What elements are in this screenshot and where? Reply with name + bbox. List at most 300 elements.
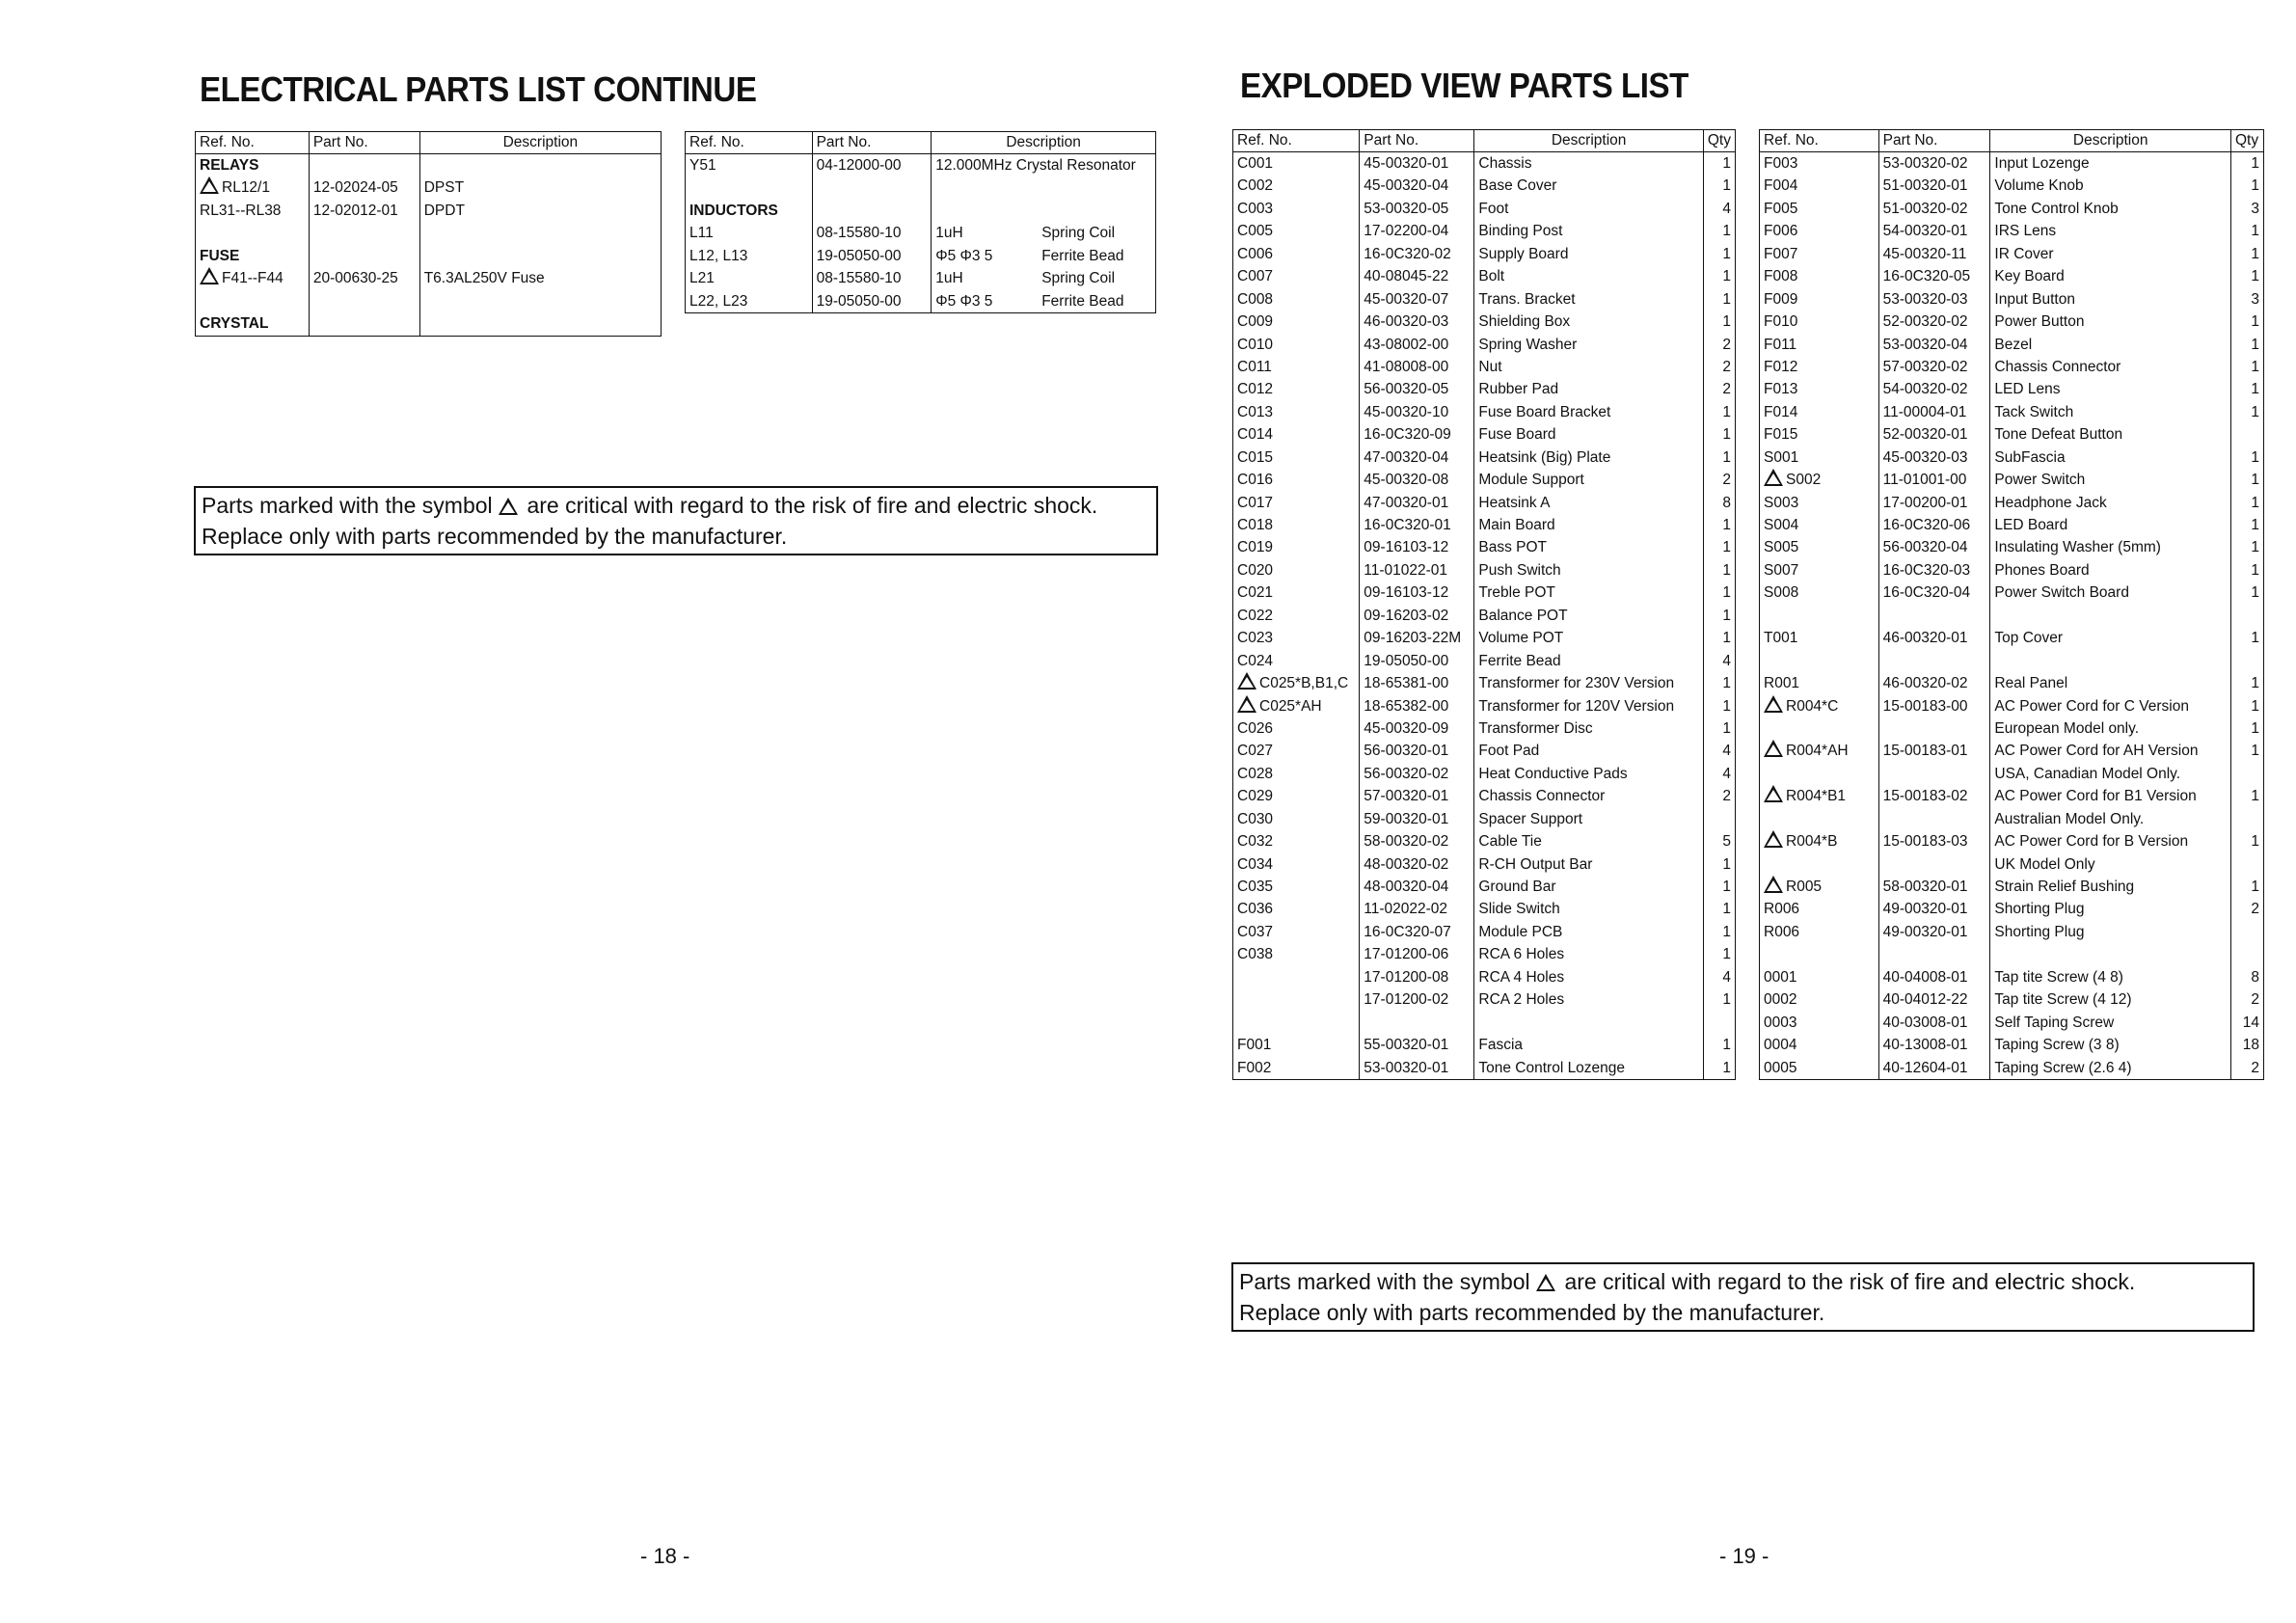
col-desc: Description: [1474, 130, 1703, 152]
ref-cell: [1760, 423, 1879, 446]
empty-cell: [419, 312, 661, 336]
table-row: [1233, 401, 1736, 423]
table-row: [1760, 763, 2264, 785]
description: Foot: [1474, 198, 1703, 220]
ref-cell: [1760, 853, 1879, 876]
part-no: 17-01200-08: [1360, 966, 1474, 988]
ref-no: 0002: [1764, 991, 1797, 1009]
quantity: 1: [2230, 446, 2263, 469]
table-row: [1760, 1057, 2264, 1080]
description: European Model only.: [1990, 717, 2231, 740]
description: AC Power Cord for B1 Version: [1990, 785, 2231, 807]
table-row: [1760, 175, 2264, 197]
table-row: [1233, 265, 1736, 287]
part-no: 52-00320-01: [1878, 423, 1990, 446]
description: Real Panel: [1990, 672, 2231, 694]
notice-text-pre: Parts marked with the symbol: [202, 493, 493, 518]
part-no: 08-15580-10: [812, 267, 932, 289]
empty-cell: [932, 176, 1156, 199]
ref-cell: [1233, 672, 1360, 694]
table-row: [1760, 514, 2264, 536]
ref-no: F015: [1764, 426, 1798, 444]
part-no: 12-02024-05: [309, 176, 419, 199]
ref-no: C023: [1237, 630, 1274, 647]
col-desc: Description: [932, 132, 1156, 154]
empty-cell: [686, 176, 813, 199]
ref-cell: [1233, 1057, 1360, 1080]
quantity: 1: [2230, 559, 2263, 582]
ref-cell: [196, 176, 310, 199]
ref-cell: [1760, 605, 1879, 627]
ref-no: Y51: [689, 157, 716, 174]
part-no: 08-15580-10: [812, 222, 932, 244]
table-row: [1760, 785, 2264, 807]
table-row: [686, 154, 1156, 177]
quantity: 2: [2230, 1057, 2263, 1080]
ref-cell: [1760, 830, 1879, 852]
ref-cell: [1760, 898, 1879, 920]
table-row: [1233, 559, 1736, 582]
ref-cell: [1233, 921, 1360, 943]
part-no: 53-00320-05: [1360, 198, 1474, 220]
ref-cell: [1233, 717, 1360, 740]
part-no: 40-13008-01: [1878, 1034, 1990, 1056]
part-no: 46-00320-03: [1360, 311, 1474, 333]
quantity: 1: [1703, 582, 1735, 604]
part-no: 46-00320-01: [1878, 627, 1990, 649]
part-no: 43-08002-00: [1360, 334, 1474, 356]
table-row: [1233, 1012, 1736, 1034]
electrical-parts-table-2: [685, 131, 1156, 313]
quantity: 1: [2230, 378, 2263, 400]
description: Transformer for 230V Version: [1474, 672, 1703, 694]
ref-cell: [1233, 582, 1360, 604]
table-row: [1233, 175, 1736, 197]
ref-cell: [1233, 198, 1360, 220]
part-no: 56-00320-05: [1360, 378, 1474, 400]
quantity: 1: [2230, 830, 2263, 852]
part-no: 45-00320-03: [1878, 446, 1990, 469]
quantity: 1: [1703, 423, 1735, 446]
warning-triangle-icon: [1764, 785, 1783, 802]
quantity: 14: [2230, 1012, 2263, 1034]
ref-cell: [1233, 830, 1360, 852]
table-row: [1760, 921, 2264, 943]
ref-no: C008: [1237, 290, 1274, 308]
ref-no: C005: [1237, 223, 1274, 240]
table-row: [196, 267, 662, 289]
ref-cell: [1233, 152, 1360, 176]
quantity: 18: [2230, 1034, 2263, 1056]
table-row: [196, 176, 662, 199]
table-row: [1760, 401, 2264, 423]
left-page-title: ELECTRICAL PARTS LIST CONTINUE: [200, 69, 757, 109]
notice-text-line2: Replace only with parts recommended by the manufacturer.: [1239, 1300, 1825, 1325]
quantity: 2: [1703, 334, 1735, 356]
description: Trans. Bracket: [1474, 288, 1703, 311]
quantity: 1: [1703, 514, 1735, 536]
table-row: [1233, 423, 1736, 446]
quantity: 1: [2230, 717, 2263, 740]
ref-cell: [1233, 559, 1360, 582]
description: [1990, 650, 2231, 672]
ref-cell: [686, 222, 813, 244]
quantity: 3: [2230, 198, 2263, 220]
ref-no: C017: [1237, 494, 1274, 511]
warning-triangle-icon: [1237, 672, 1256, 690]
part-no: 55-00320-01: [1360, 1034, 1474, 1056]
ref-cell: [1760, 175, 1879, 197]
table-row: [1760, 627, 2264, 649]
table-row: [1760, 152, 2264, 176]
part-no: 45-00320-11: [1878, 243, 1990, 265]
description: Self Taping Screw: [1990, 1012, 2231, 1034]
description-type: Spring Coil: [1041, 270, 1116, 287]
ref-no: L22, L23: [689, 292, 748, 310]
part-no: [1878, 943, 1990, 965]
description: SubFascia: [1990, 446, 2231, 469]
table-row: [686, 267, 1156, 289]
ref-no: C038: [1237, 946, 1274, 963]
part-no: 54-00320-02: [1878, 378, 1990, 400]
table-row: [1760, 943, 2264, 965]
table-row: [1760, 311, 2264, 333]
ref-cell: [686, 267, 813, 289]
quantity: 1: [2230, 740, 2263, 762]
part-no: 45-00320-07: [1360, 288, 1474, 311]
ref-no: C022: [1237, 607, 1274, 624]
part-no: 40-12604-01: [1878, 1057, 1990, 1080]
quantity: [2230, 605, 2263, 627]
part-no: 40-03008-01: [1878, 1012, 1990, 1034]
table-row: [686, 245, 1156, 267]
empty-cell: [309, 290, 419, 312]
quantity: 2: [2230, 898, 2263, 920]
description: Chassis Connector: [1474, 785, 1703, 807]
col-ref: Ref. No.: [1760, 130, 1879, 152]
exploded-parts-table-2: [1759, 129, 2264, 1080]
ref-no: R006: [1764, 923, 1800, 940]
table-row: [1233, 830, 1736, 852]
table-row: [1760, 830, 2264, 852]
ref-cell: [1760, 514, 1879, 536]
part-no: 19-05050-00: [812, 245, 932, 267]
ref-no: F41--F44: [222, 270, 284, 287]
table-row: [1760, 695, 2264, 717]
ref-cell: [1233, 536, 1360, 558]
description: Key Board: [1990, 265, 2231, 287]
table-row: [1233, 853, 1736, 876]
warning-triangle-icon: [1764, 740, 1783, 757]
ref-cell: [1233, 763, 1360, 785]
part-no: 45-00320-01: [1360, 152, 1474, 176]
table-row: [1760, 446, 2264, 469]
quantity: 1: [1703, 536, 1735, 558]
quantity: 1: [1703, 401, 1735, 423]
description: Transformer for 120V Version: [1474, 695, 1703, 717]
empty-cell: [309, 154, 419, 177]
ref-no: S003: [1764, 494, 1799, 511]
table-row: [1233, 943, 1736, 965]
description: Treble POT: [1474, 582, 1703, 604]
ref-cell: [1760, 536, 1879, 558]
empty-cell: [419, 222, 661, 244]
part-no: 17-02200-04: [1360, 220, 1474, 242]
part-no: 40-04012-22: [1878, 988, 1990, 1011]
description: Transformer Disc: [1474, 717, 1703, 740]
description: [1990, 605, 2231, 627]
ref-cell: [1233, 943, 1360, 965]
description: USA, Canadian Model Only.: [1990, 763, 2231, 785]
table-row: [1760, 1012, 2264, 1034]
ref-no: R004*AH: [1786, 743, 1849, 760]
part-no: [1878, 763, 1990, 785]
ref-no: RL31--RL38: [200, 202, 282, 219]
ref-cell: [1760, 288, 1879, 311]
ref-cell: [1233, 740, 1360, 762]
ref-cell: [1760, 717, 1879, 740]
part-no: 16-0C320-04: [1878, 582, 1990, 604]
table-row: [1760, 898, 2264, 920]
description: Shorting Plug: [1990, 898, 2231, 920]
quantity: 1: [1703, 876, 1735, 898]
part-no: 15-00183-03: [1878, 830, 1990, 852]
notice-text-post: are critical with regard to the risk of fire and electric shock.: [1564, 1269, 2136, 1294]
description: Heatsink A: [1474, 492, 1703, 514]
ref-no: C030: [1237, 810, 1274, 827]
ref-cell: [1760, 1034, 1879, 1056]
description: DPST: [419, 176, 661, 199]
part-no: 53-00320-03: [1878, 288, 1990, 311]
description: Shielding Box: [1474, 311, 1703, 333]
part-no: 12-02012-01: [309, 200, 419, 222]
description: Power Button: [1990, 311, 2231, 333]
ref-cell: [1233, 1012, 1360, 1034]
quantity: 1: [1703, 288, 1735, 311]
ref-no: C029: [1237, 788, 1274, 805]
right-page-title: EXPLODED VIEW PARTS LIST: [1240, 66, 1688, 105]
ref-no: C009: [1237, 313, 1274, 331]
ref-cell: [1760, 943, 1879, 965]
table-row: [1760, 876, 2264, 898]
ref-no: R005: [1786, 879, 1823, 895]
ref-cell: [1760, 492, 1879, 514]
quantity: 1: [2230, 356, 2263, 378]
description: Module Support: [1474, 469, 1703, 491]
table-row: [1760, 288, 2264, 311]
ref-cell: [1233, 423, 1360, 446]
ref-cell: [1233, 808, 1360, 830]
ref-no: C003: [1237, 200, 1274, 217]
part-no: 51-00320-02: [1878, 198, 1990, 220]
table-row: [1760, 605, 2264, 627]
part-no: 53-00320-04: [1878, 334, 1990, 356]
ref-cell: [686, 245, 813, 267]
ref-cell: [1233, 898, 1360, 920]
ref-no: R006: [1764, 901, 1800, 918]
part-no: 11-02022-02: [1360, 898, 1474, 920]
col-qty: Qty: [2230, 130, 2263, 152]
table-row: [1760, 853, 2264, 876]
quantity: 1: [1703, 243, 1735, 265]
description: LED Lens: [1990, 378, 2231, 400]
description: Balance POT: [1474, 605, 1703, 627]
quantity: [2230, 853, 2263, 876]
table-row: [1233, 514, 1736, 536]
ref-cell: [1233, 311, 1360, 333]
quantity: 1: [2230, 582, 2263, 604]
table-row: [1760, 423, 2264, 446]
part-no: 40-08045-22: [1360, 265, 1474, 287]
table-row: [1760, 808, 2264, 830]
ref-no: C034: [1237, 855, 1274, 873]
ref-no: L21: [689, 270, 715, 287]
quantity: [2230, 650, 2263, 672]
part-no: 18-65381-00: [1360, 672, 1474, 694]
part-no: 48-00320-04: [1360, 876, 1474, 898]
ref-cell: [1233, 695, 1360, 717]
ref-cell: [1760, 876, 1879, 898]
ref-no: C013: [1237, 403, 1274, 420]
description: Tone Defeat Button: [1990, 423, 2231, 446]
quantity: 1: [1703, 311, 1735, 333]
quantity: 2: [1703, 356, 1735, 378]
ref-cell: [196, 267, 310, 289]
ref-cell: [1233, 785, 1360, 807]
ref-no: C007: [1237, 268, 1274, 285]
description: DPDT: [419, 200, 661, 222]
table-row: [1233, 898, 1736, 920]
description: Taping Screw (3 8): [1990, 1034, 2231, 1056]
table-row: [1233, 492, 1736, 514]
ref-cell: [1760, 988, 1879, 1011]
table-row: [1760, 220, 2264, 242]
table-row: [1233, 152, 1736, 176]
quantity: 1: [2230, 876, 2263, 898]
ref-no: F012: [1764, 358, 1798, 375]
page-number-right: - 19 -: [1719, 1544, 1769, 1568]
quantity: 1: [2230, 492, 2263, 514]
description: Fuse Board: [1474, 423, 1703, 446]
ref-no: C014: [1237, 426, 1274, 444]
col-desc: Description: [1990, 130, 2231, 152]
ref-no: C026: [1237, 719, 1274, 737]
part-no: 53-00320-02: [1878, 152, 1990, 176]
warning-triangle-icon: [1764, 876, 1783, 893]
quantity: 4: [1703, 198, 1735, 220]
quantity: 4: [1703, 740, 1735, 762]
ref-cell: [1233, 243, 1360, 265]
quantity: 1: [1703, 717, 1735, 740]
description: Headphone Jack: [1990, 492, 2231, 514]
table-row: [686, 200, 1156, 222]
col-qty: Qty: [1703, 130, 1735, 152]
description-value: 1uH: [935, 225, 963, 242]
ref-cell: [1233, 401, 1360, 423]
ref-no: 0004: [1764, 1037, 1797, 1054]
ref-cell: [1233, 1034, 1360, 1056]
description-value: Φ5 Φ3 5: [935, 247, 993, 264]
description: Rubber Pad: [1474, 378, 1703, 400]
table-row: [1233, 717, 1736, 740]
quantity: [2230, 943, 2263, 965]
quantity: 2: [1703, 469, 1735, 491]
warning-triangle-icon: [1536, 1274, 1555, 1291]
quantity: 1: [1703, 627, 1735, 649]
table-row: [1233, 988, 1736, 1011]
empty-cell: [812, 200, 932, 222]
ref-cell: [1760, 559, 1879, 582]
ref-cell: [1760, 311, 1879, 333]
quantity: 1: [2230, 152, 2263, 176]
ref-cell: [1233, 966, 1360, 988]
ref-no: C015: [1237, 448, 1274, 466]
table-row: [1233, 378, 1736, 400]
ref-no: C021: [1237, 584, 1274, 602]
part-no: 48-00320-02: [1360, 853, 1474, 876]
ref-cell: [1760, 1012, 1879, 1034]
ref-no: C016: [1237, 472, 1274, 489]
ref-cell: [1760, 356, 1879, 378]
empty-cell: [196, 290, 310, 312]
quantity: 4: [1703, 966, 1735, 988]
part-no: 15-00183-02: [1878, 785, 1990, 807]
ref-cell: [1760, 334, 1879, 356]
ref-no: S001: [1764, 448, 1799, 466]
part-no: 11-01001-00: [1878, 469, 1990, 491]
part-no: [1878, 605, 1990, 627]
ref-cell: [1760, 401, 1879, 423]
description: Binding Post: [1474, 220, 1703, 242]
quantity: 1: [1703, 265, 1735, 287]
table-row: [1760, 469, 2264, 491]
quantity: 1: [2230, 536, 2263, 558]
quantity: 1: [2230, 514, 2263, 536]
warning-triangle-icon: [1764, 830, 1783, 848]
empty-cell: [419, 154, 661, 177]
part-no: [1878, 808, 1990, 830]
table-row: [1760, 492, 2264, 514]
description: Volume Knob: [1990, 175, 2231, 197]
table-row: [1760, 717, 2264, 740]
part-no: 41-08008-00: [1360, 356, 1474, 378]
table-row: [1233, 1034, 1736, 1056]
ref-no: F014: [1764, 403, 1798, 420]
description: Chassis: [1474, 152, 1703, 176]
description-type: Ferrite Bead: [1041, 292, 1124, 310]
empty-cell: [309, 222, 419, 244]
empty-cell: [419, 245, 661, 267]
table-row: [1233, 198, 1736, 220]
table-row: [1233, 672, 1736, 694]
description: LED Board: [1990, 514, 2231, 536]
quantity: [1703, 808, 1735, 830]
description: Tap tite Screw (4 12): [1990, 988, 2231, 1011]
description: Spring Washer: [1474, 334, 1703, 356]
ref-no: C011: [1237, 358, 1272, 375]
part-no: [1878, 853, 1990, 876]
ref-cell: [1760, 198, 1879, 220]
ref-cell: [1233, 446, 1360, 469]
description: [1474, 1012, 1703, 1034]
ref-cell: [686, 290, 813, 313]
description: Fascia: [1474, 1034, 1703, 1056]
quantity: [1703, 1012, 1735, 1034]
table-row: [1233, 243, 1736, 265]
quantity: 1: [1703, 175, 1735, 197]
ref-cell: [1760, 966, 1879, 988]
notice-text-post: are critical with regard to the risk of fire and electric shock.: [527, 493, 1098, 518]
